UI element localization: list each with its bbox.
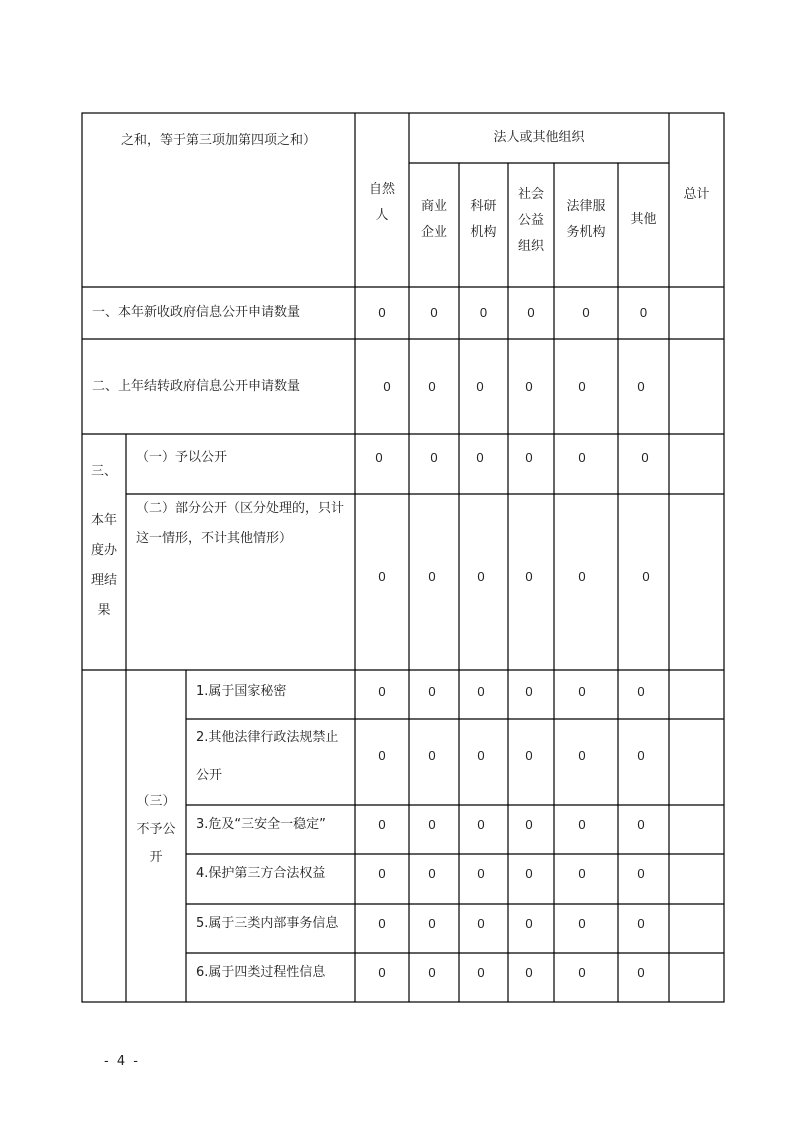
row-new-requests-label: 一、本年新收政府信息公开申请数量 xyxy=(92,305,301,320)
cell-value: 0 xyxy=(477,569,485,584)
cell-value: 0 xyxy=(477,866,485,881)
cell-value: 0 xyxy=(578,450,586,465)
header-other: 其他 xyxy=(630,212,657,227)
sub-row-label: 4.保护第三方合法权益 xyxy=(196,866,326,881)
cell-value: 0 xyxy=(476,378,484,394)
cell-value: 0 xyxy=(428,817,436,832)
cell-value: 0 xyxy=(428,748,436,763)
cell-value: 0 xyxy=(637,817,645,832)
cell-value: 0 xyxy=(383,378,391,394)
header-legal-group: 法人或其他组织 xyxy=(493,130,585,145)
cell-value: 0 xyxy=(378,916,386,931)
sub-row-label: 2.其他法律行政法规禁止 公开 xyxy=(196,730,339,783)
cell-value: 0 xyxy=(428,378,436,394)
cell-value: 0 xyxy=(525,450,533,465)
cell-value: 0 xyxy=(578,378,586,394)
cell-value: 0 xyxy=(430,305,438,320)
cell-value: 0 xyxy=(525,569,533,584)
header-social: 社会 公益 组织 xyxy=(517,187,544,254)
cell-value: 0 xyxy=(525,748,533,763)
cell-value: 0 xyxy=(378,748,386,763)
cell-value: 0 xyxy=(378,569,386,584)
row-disclosed-label: （一）予以公开 xyxy=(136,450,228,465)
not-disclosed-label: （三） 不予公 开 xyxy=(136,794,176,865)
header-natural-person: 自然 人 xyxy=(368,182,395,223)
cell-value: 0 xyxy=(428,866,436,881)
cell-value: 0 xyxy=(477,916,485,931)
cell-value: 0 xyxy=(428,916,436,931)
cell-value: 0 xyxy=(578,817,586,832)
cell-value: 0 xyxy=(525,684,533,699)
header-legal-service: 法律服 务机构 xyxy=(566,199,606,240)
cell-value: 0 xyxy=(578,866,586,881)
row-partial-label: （二）部分公开（区分处理的，只计 这一情形，不计其他情形） xyxy=(136,501,345,546)
cell-value: 0 xyxy=(525,817,533,832)
cell-value: 0 xyxy=(378,817,386,832)
cell-value: 0 xyxy=(477,684,485,699)
cell-value: 0 xyxy=(637,965,645,980)
cell-value: 0 xyxy=(637,748,645,763)
cell-value: 0 xyxy=(378,866,386,881)
cell-value: 0 xyxy=(525,866,533,881)
cell-value: 0 xyxy=(375,450,383,465)
cell-value: 0 xyxy=(430,450,438,465)
cell-value: 0 xyxy=(642,569,650,584)
cell-value: 0 xyxy=(428,569,436,584)
header-research: 科研 机构 xyxy=(470,199,497,240)
cell-value: 0 xyxy=(578,748,586,763)
cell-value: 0 xyxy=(477,748,485,763)
cell-value: 0 xyxy=(428,965,436,980)
cell-value: 0 xyxy=(527,305,535,320)
cell-value: 0 xyxy=(477,965,485,980)
cell-value: 0 xyxy=(378,684,386,699)
cell-value: 0 xyxy=(578,569,586,584)
cell-value: 0 xyxy=(637,866,645,881)
cell-value: 0 xyxy=(582,305,590,320)
cell-value: 0 xyxy=(578,916,586,931)
page-number: - 4 - xyxy=(104,1054,140,1069)
cell-value: 0 xyxy=(476,450,484,465)
cell-value: 0 xyxy=(525,965,533,980)
cell-value: 0 xyxy=(378,305,386,320)
sub-row-label: 5.属于三类内部事务信息 xyxy=(196,916,339,931)
cell-value: 0 xyxy=(637,378,645,394)
cell-value: 0 xyxy=(479,305,488,320)
cell-value: 0 xyxy=(525,916,533,931)
row-carried-over-label: 二、上年结转政府信息公开申请数量 xyxy=(92,378,301,394)
sub-row-label: 1.属于国家秘密 xyxy=(196,684,287,699)
section3-label-top: 三、 xyxy=(90,464,117,479)
cell-value: 0 xyxy=(578,965,586,980)
header-commercial: 商业 企业 xyxy=(420,199,447,240)
header-first-col: 之和，等于第三项加第四项之和） xyxy=(120,133,316,148)
cell-value: 0 xyxy=(637,684,645,699)
cell-value: 0 xyxy=(641,450,649,465)
sub-row-label: 3.危及“三安全一稳定” xyxy=(196,817,326,832)
sub-row-label: 6.属于四类过程性信息 xyxy=(196,965,326,980)
cell-value: 0 xyxy=(578,684,586,699)
cell-value: 0 xyxy=(639,305,648,320)
header-total: 总计 xyxy=(683,187,710,202)
cell-value: 0 xyxy=(378,965,386,980)
cell-value: 0 xyxy=(525,378,533,394)
cell-value: 0 xyxy=(637,916,645,931)
cell-value: 0 xyxy=(428,684,436,699)
section3-label: 本年 度办 理结 果 xyxy=(90,513,117,618)
cell-value: 0 xyxy=(477,817,485,832)
